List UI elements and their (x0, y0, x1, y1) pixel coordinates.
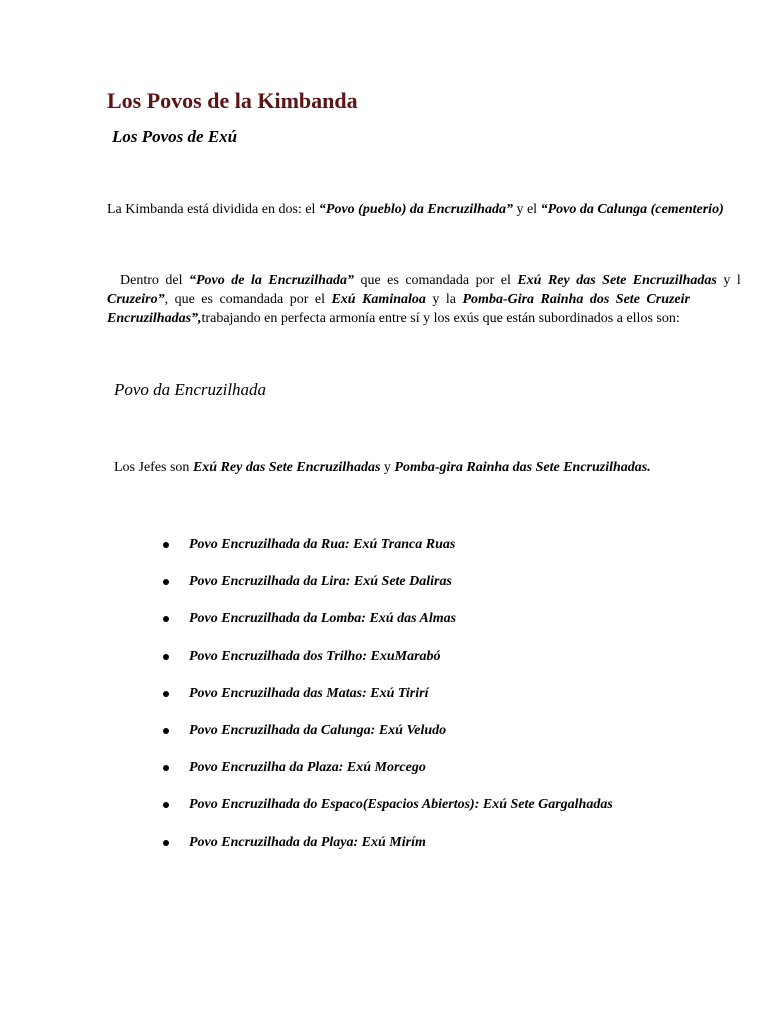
list-item (161, 572, 613, 609)
body-text: , que es comandada por el (164, 292, 332, 307)
bullet-icon (163, 654, 169, 660)
bullet-icon (163, 728, 169, 734)
list-item (161, 535, 613, 572)
list-item (161, 795, 613, 832)
povo-list (161, 535, 613, 870)
intro-emphasis-2: “Povo da Calunga (cementerio) (540, 202, 724, 217)
list-item (161, 721, 613, 758)
page-subtitle: Los Povos de Exú (112, 127, 238, 146)
list-item-text: Povo Encruzilhada da Rua: Exú Tranca Ruas (189, 537, 456, 552)
jefes-paragraph (114, 458, 651, 477)
list-item (161, 758, 613, 795)
body-emphasis: Encruzilhadas”, (107, 311, 202, 326)
list-item-text: Povo Encruzilhada da Playa: Exú Mirím (189, 834, 426, 850)
body-emphasis: Pomba-Gira Rainha dos Sete Cruzeir (462, 292, 690, 307)
intro-emphasis-1: “Povo (pueblo) da Encruzilhada” (318, 202, 513, 217)
body-text: y l (716, 273, 741, 288)
body-paragraph (107, 271, 768, 328)
body-text: Dentro del (120, 273, 189, 288)
intro-text-1: La Kimbanda está dividida en dos: el (107, 202, 319, 217)
body-emphasis: Cruzeiro” (107, 292, 165, 307)
bullet-icon (163, 802, 169, 808)
list-item (161, 684, 613, 721)
bullet-icon (163, 616, 169, 622)
body-emphasis: Exú Kaminaloa (331, 292, 426, 307)
body-emphasis: Exú Rey das Sete Encruzilhadas (517, 273, 717, 288)
intro-paragraph (107, 200, 724, 219)
body-text: trabajando en perfecta armonía entre sí y los exús que están subordinados a ellos son: (201, 311, 680, 326)
body-emphasis: “Povo de la Encruzilhada” (188, 273, 354, 288)
bullet-icon (163, 840, 169, 846)
bullet-icon (163, 579, 169, 585)
body-line-2 (107, 290, 768, 309)
list-item-text: Povo Encruzilhada das Matas: Exú Tirirí (189, 685, 429, 701)
section-heading: Povo da Encruzilhada (114, 380, 267, 399)
list-item (161, 609, 613, 646)
jefes-emphasis-2: Pomba-gira Rainha das Sete Encruzilhadas. (394, 460, 651, 475)
bullet-icon (163, 765, 169, 771)
list-item-text: Povo Encruzilhada da Calunga: Exú Veludo (189, 722, 447, 738)
jefes-emphasis-1: Exú Rey das Sete Encruzilhadas (192, 460, 381, 475)
list-item-text: Povo Encruzilha da Plaza: Exú Morcego (189, 760, 426, 776)
list-item-text: Povo Encruzilhada do Espaco(Espacios Abiertos): Exú Sete Gargalhadas (189, 797, 613, 813)
list-item-text: Povo Encruzilhada da Lira: Exú Sete Daliras (189, 574, 452, 590)
body-line-1 (107, 271, 768, 290)
page-title: Los Povos de la Kimbanda (107, 88, 358, 113)
list-item (161, 647, 613, 684)
intro-text-2: y el (512, 202, 541, 217)
body-text: y la (425, 292, 463, 307)
body-text: que es comandada por el (353, 273, 518, 288)
body-line-3 (107, 309, 768, 328)
list-item-text: Povo Encruzilhada dos Trilho: ExuMarabó (189, 648, 441, 664)
list-item-text: Povo Encruzilhada da Lomba: Exú das Almas (189, 611, 457, 627)
jefes-text-2: y (380, 460, 395, 475)
jefes-text-1: Los Jefes son (114, 460, 193, 475)
list-item (161, 833, 613, 870)
bullet-icon (163, 691, 169, 697)
bullet-icon (163, 542, 169, 548)
